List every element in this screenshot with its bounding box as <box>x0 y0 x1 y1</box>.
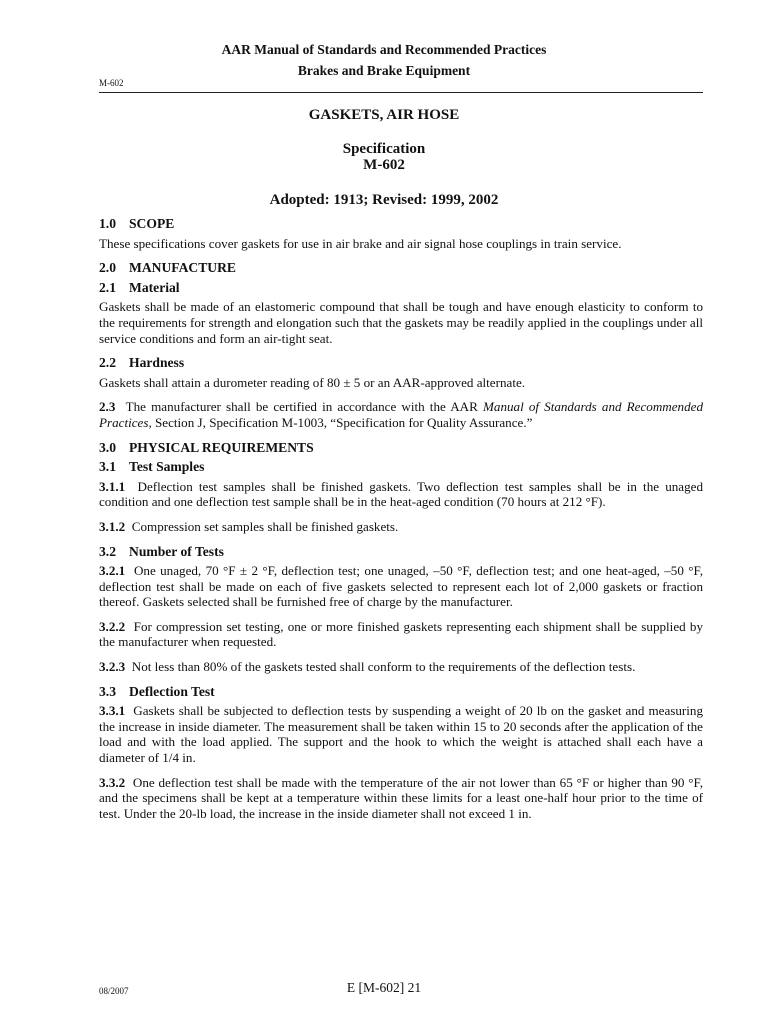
material-paragraph: Gaskets shall be made of an elastomeric compound that shall be tough and have enough elasticity to conform to the requirements for strength and elongation such that the gaskets may be readily applied in the couplings under all service conditions and form an air-tight seat. <box>99 299 703 346</box>
running-header-title: AAR Manual of Standards and Recommended Practices <box>221 42 547 57</box>
paragraph-3-2-2: 3.2.2 For compression set testing, one or more finished gaskets representing each shipment shall be supplied by the manufacturer when requested. <box>99 618 704 650</box>
hardness-paragraph: Gaskets shall attain a durometer reading of 80 ± 5 or an AAR-approved alternate. <box>99 374 526 390</box>
section-heading-scope: 1.0 SCOPE <box>99 216 175 231</box>
paragraph-3-2-1: 3.2.1 One unaged, 70 °F ± 2 °F, deflection test; one unaged, –50 °F, deflection test; and one heat-aged, –50 °F, deflection test shall be made on each of five gaskets selected to represent each lot of 2,000 gaskets or fraction thereof. Gaskets selected shall be furnished free of charge by the manufacturer. <box>99 563 704 610</box>
subsection-heading-deflection-test: 3.3 Deflection Test <box>99 683 215 699</box>
section-heading-physical-requirements: 3.0 PHYSICAL REQUIREMENTS <box>99 439 314 455</box>
paragraph-3-2-3: 3.2.3 Not less than 80% of the gaskets tested shall conform to the requirements of the deflection tests. <box>99 659 636 675</box>
scope-paragraph: These specifications cover gaskets for use in air brake and air signal hose couplings in train service. <box>99 235 622 251</box>
document-body <box>99 216 703 830</box>
running-header-code: M-602 <box>99 78 124 88</box>
subsection-heading-number-of-tests: 3.2 Number of Tests <box>99 543 224 559</box>
paragraph-3-3-1: 3.3.1 Gaskets shall be subjected to deflection tests by suspending a weight of 20 lb on the gasket and measuring the increase in inside diameter. The measurement shall be taken within 15 to 20 seconds after the application of the load and with the load applied. The support and the hook to which the weight is attached shall each have a diameter of 1/4 in. <box>99 703 703 766</box>
document-title: GASKETS, AIR HOSE <box>308 107 460 123</box>
running-header-subtitle: Brakes and Brake Equipment <box>297 63 471 78</box>
subsection-heading-material: 2.1 Material <box>99 279 180 295</box>
certification-paragraph: 2.3 The manufacturer shall be certified in accordance with the AAR Manual of Standards and Recommended Practices, Section J, Specification M-1003, “Specification for Quality Assurance.” <box>99 399 704 430</box>
manual-title-italic: Manual of Standards and Recommended Practices <box>99 399 704 430</box>
section-heading-manufacture: 2.0 MANUFACTURE <box>99 260 236 276</box>
spec-code: M-602 <box>363 157 405 173</box>
subsection-heading-test-samples: 3.1 Test Samples <box>99 459 205 475</box>
spec-label: Specification <box>342 141 426 157</box>
footer-date: 08/2007 <box>99 986 129 996</box>
header-rule <box>99 92 703 93</box>
subsection-heading-hardness: 2.2 Hardness <box>99 355 185 371</box>
adopted-revised: Adopted: 1913; Revised: 1999, 2002 <box>269 192 499 208</box>
paragraph-3-3-2: 3.3.2 One deflection test shall be made with the temperature of the air not lower than 65 °F or higher than 90 °F, and the specimens shall be kept at a temperature within these limits for a least one-half hour prior to the time of test. Under the 20-lb load, the increase in the inside diameter shall not exceed 1 in. <box>99 774 704 821</box>
paragraph-3-1-1: 3.1.1 Deflection test samples shall be finished gaskets. Two deflection test samples shall be in the unaged condition and one deflection test sample shall be in the heat-aged condition (70 hours at 212 °F). <box>99 478 704 510</box>
paragraph-3-1-2: 3.1.2 Compression set samples shall be finished gaskets. <box>99 518 399 534</box>
footer-page-number: E [M-602] 21 <box>346 980 422 995</box>
